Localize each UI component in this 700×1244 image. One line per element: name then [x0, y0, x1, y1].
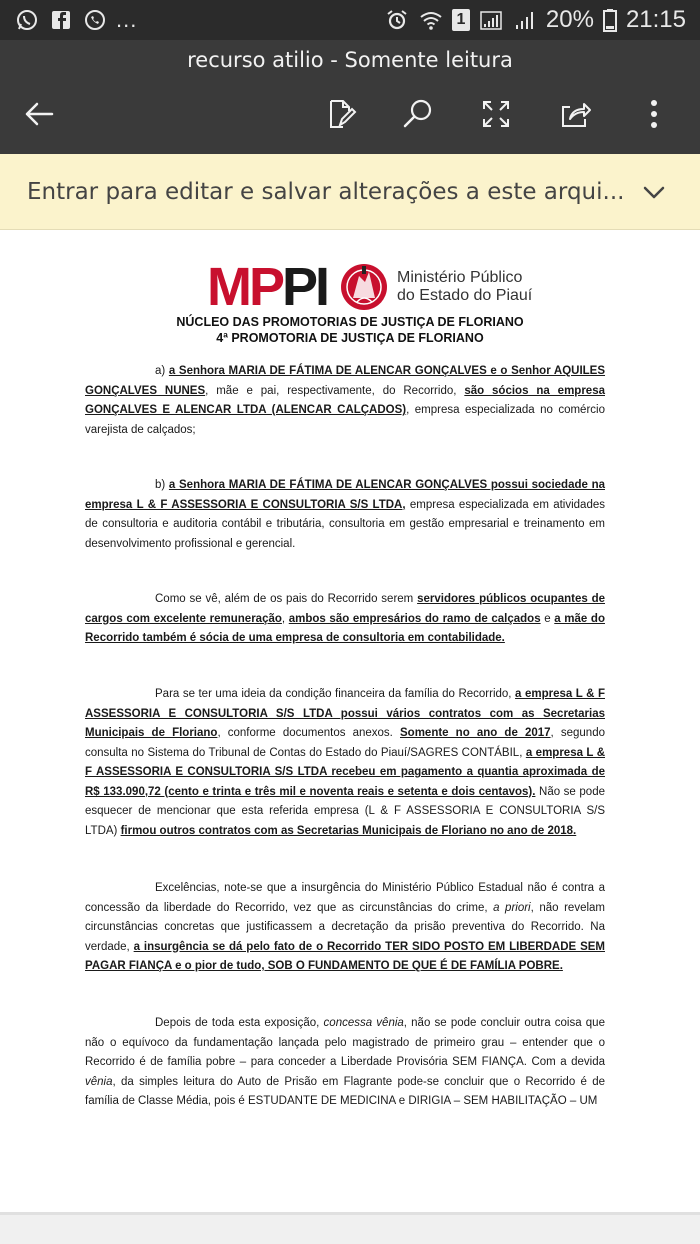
- share-icon: [558, 97, 592, 131]
- logo-text: Ministério Público do Estado do Piauí: [397, 269, 533, 304]
- status-bar: [0, 0, 700, 40]
- edit-banner[interactable]: [0, 154, 700, 230]
- sim-badge: 1: [452, 9, 470, 31]
- back-button[interactable]: [17, 92, 61, 136]
- status-dots: ...: [116, 7, 138, 32]
- status-left: [14, 7, 137, 33]
- whatsapp-icon: [14, 7, 40, 33]
- heading-promotoria: 4ª PROMOTORIA DE JUSTIÇA DE FLORIANO: [216, 331, 484, 345]
- phone-icon: [82, 7, 108, 33]
- paragraph-depois: Depois de toda esta exposição, concessa vênia, não se pode concluir outra coisa que não o equívoco da fundamentação lançada pelo magistrado de primeiro grau – entender que o Recorrido é de família pobre – para conceder a Liberdade Provisória SEM FIANÇA. Com a devida vênia, da simples leitura do Auto de Prisão em Flagrante pode-se concluir que o Recorrido é de família de Classe Média, pois é ESTUDANTE DE MEDICINA e DIRIGIA – SEM HABILITAÇÃO – UM: [85, 1017, 605, 1107]
- battery-percent: 20%: [545, 6, 594, 33]
- back-arrow-icon: [22, 97, 56, 131]
- edit-icon: [323, 97, 357, 131]
- facebook-icon: [48, 7, 74, 33]
- paragraph-excelencias: Excelências, note-se que a insurgência do Ministério Público Estadual não é contra a concessão da liberdade do Recorrido, vez que as circunstâncias do crime, a priori, não revelam circunstâncias concretas que justificassem a decretação da prisão preventiva do Recorrido. Na verdade, a insurgência se dá pelo fato de o Recorrido TER SIDO POSTO EM LIBERDADE SEM PAGAR FIANÇA e o pior de tudo, SOB O FUNDAMENTO DE QUE É DE FAMÍLIA POBRE.: [85, 882, 605, 972]
- app-bar: [0, 40, 700, 154]
- document-title: recurso atilio - Somente leitura: [187, 48, 513, 72]
- edit-banner-text: Entrar para editar e salvar alterações a este arqui...: [27, 178, 625, 205]
- signal-icon: [478, 7, 504, 33]
- clock: 21:15: [625, 6, 686, 33]
- more-options-button[interactable]: [632, 92, 676, 136]
- heading-nucleo: NÚCLEO DAS PROMOTORIAS DE JUSTIÇA DE FLORIANO: [176, 315, 524, 329]
- mppi-logo: [207, 256, 532, 318]
- toolbar: [0, 92, 700, 142]
- search-button[interactable]: [396, 92, 440, 136]
- logo-mark: MPPI: [207, 257, 328, 317]
- battery-icon: [602, 7, 618, 33]
- paragraph-condicao-financeira: Para se ter uma ideia da condição financeira da família do Recorrido, a empresa L & F ASSESSORIA E CONSULTORIA S/S LTDA possui vários contratos com as Secretarias Municipais de Floriano, conforme documentos anexos. Somente no ano de 2017, segundo consulta no Sistema do Tribunal de Contas do Estado do Piauí/SAGRES CONTÁBIL, a empresa L & F ASSESSORIA E CONSULTORIA S/S LTDA recebeu em pagamento a quantia aproximada de R$ 133.090,72 (cento e trinta e três mil e noventa reais e setenta e dois centavos). Não se pode esquecer de mencionar que esta referida empresa (L & F ASSESSORIA E CONSULTORIA S/S LTDA) firmou outros contratos com as Secretarias Municipais de Floriano no ano de 2018.: [85, 688, 605, 837]
- more-vertical-icon: [637, 97, 671, 131]
- signal-icon-2: [512, 7, 538, 33]
- share-button[interactable]: [553, 92, 597, 136]
- document-headings: [0, 314, 700, 346]
- document-page[interactable]: [0, 232, 700, 1212]
- edit-button[interactable]: [318, 92, 362, 136]
- chevron-down-icon[interactable]: [640, 178, 668, 206]
- fullscreen-icon: [479, 97, 513, 131]
- paragraph-como-se-ve: Como se vê, além de os pais do Recorrido serem servidores públicos ocupantes de cargos com excelente remuneração, ambos são empresários do ramo de calçados e a mãe do Recorrido também é sócia de uma empresa de consultoria em contabilidade.: [85, 593, 605, 644]
- seal-icon: [339, 258, 389, 316]
- search-icon: [401, 97, 435, 131]
- fullscreen-button[interactable]: [474, 92, 518, 136]
- page-separator: [0, 1212, 700, 1244]
- alarm-icon: [384, 7, 410, 33]
- wifi-icon: [418, 7, 444, 33]
- status-right: [384, 6, 686, 34]
- paragraph-b: b) a Senhora MARIA DE FÁTIMA DE ALENCAR GONÇALVES possui sociedade na empresa L & F ASSESSORIA E CONSULTORIA S/S LTDA, empresa especializada em atividades de consultoria e auditoria contábil e tributária, consultoria em gestão empresarial e treinamento em desenvolvimento profissional e gerencial.: [85, 479, 605, 550]
- paragraph-a: a) a Senhora MARIA DE FÁTIMA DE ALENCAR GONÇALVES e o Senhor AQUILES GONÇALVES NUNES, mãe e pai, respectivamente, do Recorrido, são sócios na empresa GONÇALVES E ALENCAR LTDA (ALENCAR CALÇADOS), empresa especializada no comércio varejista de calçados;: [85, 365, 606, 436]
